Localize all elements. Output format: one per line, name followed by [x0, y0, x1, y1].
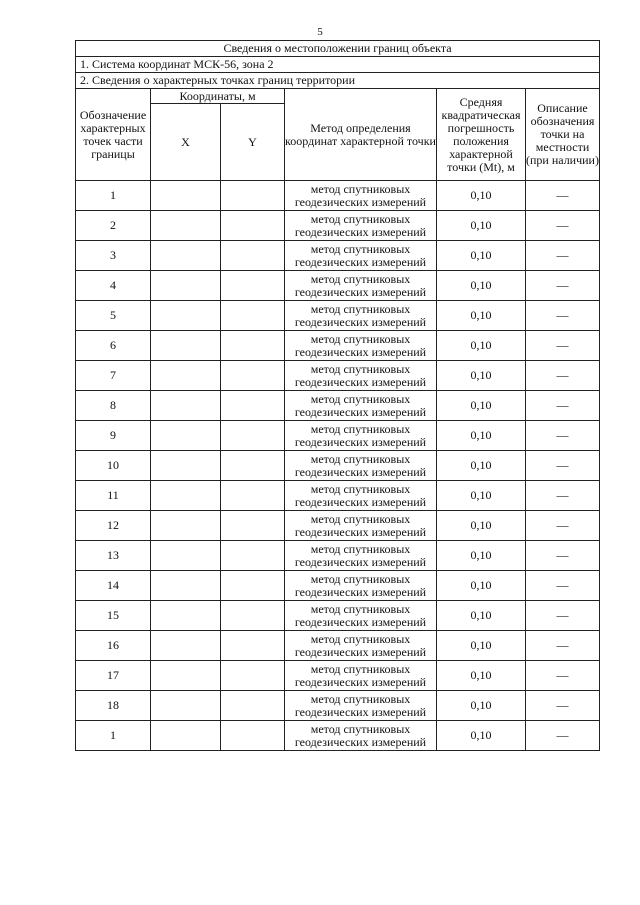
section-title: 2. Сведения о характерных точках границ территории — [76, 73, 600, 89]
y-coordinate-cell — [221, 211, 285, 241]
y-coordinate-cell — [221, 451, 285, 481]
x-coordinate-cell — [151, 211, 221, 241]
error-cell: 0,10 — [437, 301, 526, 331]
table-row — [76, 691, 600, 721]
x-coordinate-cell — [151, 481, 221, 511]
boundary-points-table — [75, 40, 600, 751]
table-row — [76, 511, 600, 541]
point-number-cell: 12 — [76, 511, 151, 541]
y-coordinate-cell — [221, 691, 285, 721]
description-cell: — — [526, 301, 600, 331]
method-cell: метод спутниковых геодезических измерений — [285, 241, 437, 271]
point-number-cell: 8 — [76, 391, 151, 421]
point-number-cell: 14 — [76, 571, 151, 601]
method-cell: метод спутниковых геодезических измерений — [285, 721, 437, 751]
point-number-cell: 16 — [76, 631, 151, 661]
error-cell: 0,10 — [437, 211, 526, 241]
table-row — [76, 391, 600, 421]
x-coordinate-cell — [151, 331, 221, 361]
y-coordinate-cell — [221, 571, 285, 601]
table-row — [76, 211, 600, 241]
error-cell: 0,10 — [437, 391, 526, 421]
table-row — [76, 631, 600, 661]
header-error: Средняя квадратическая погрешность положения характерной точки (Mt), м — [437, 89, 526, 181]
coordinate-system-row — [76, 57, 600, 73]
table-row — [76, 451, 600, 481]
y-coordinate-cell — [221, 541, 285, 571]
table-row — [76, 481, 600, 511]
description-cell: — — [526, 211, 600, 241]
description-cell: — — [526, 451, 600, 481]
method-cell: метод спутниковых геодезических измерений — [285, 391, 437, 421]
header-y: Y — [221, 104, 285, 181]
error-cell: 0,10 — [437, 181, 526, 211]
y-coordinate-cell — [221, 481, 285, 511]
y-coordinate-cell — [221, 421, 285, 451]
table-row — [76, 271, 600, 301]
method-cell: метод спутниковых геодезических измерений — [285, 211, 437, 241]
point-number-cell: 3 — [76, 241, 151, 271]
point-number-cell: 4 — [76, 271, 151, 301]
method-cell: метод спутниковых геодезических измерений — [285, 481, 437, 511]
point-number-cell: 2 — [76, 211, 151, 241]
table-row — [76, 331, 600, 361]
y-coordinate-cell — [221, 241, 285, 271]
y-coordinate-cell — [221, 511, 285, 541]
description-cell: — — [526, 571, 600, 601]
header-coordinates: Координаты, м — [151, 89, 285, 104]
method-cell: метод спутниковых геодезических измерений — [285, 271, 437, 301]
y-coordinate-cell — [221, 721, 285, 751]
error-cell: 0,10 — [437, 721, 526, 751]
error-cell: 0,10 — [437, 481, 526, 511]
y-coordinate-cell — [221, 331, 285, 361]
table-row — [76, 601, 600, 631]
y-coordinate-cell — [221, 661, 285, 691]
method-cell: метод спутниковых геодезических измерений — [285, 631, 437, 661]
header-method: Метод определения координат характерной точки — [285, 89, 437, 181]
description-cell: — — [526, 691, 600, 721]
y-coordinate-cell — [221, 271, 285, 301]
description-cell: — — [526, 361, 600, 391]
table-row — [76, 721, 600, 751]
description-cell: — — [526, 271, 600, 301]
point-number-cell: 18 — [76, 691, 151, 721]
method-cell: метод спутниковых геодезических измерений — [285, 361, 437, 391]
x-coordinate-cell — [151, 511, 221, 541]
error-cell: 0,10 — [437, 451, 526, 481]
description-cell: — — [526, 661, 600, 691]
point-number-cell: 13 — [76, 541, 151, 571]
method-cell: метод спутниковых геодезических измерений — [285, 331, 437, 361]
point-number-cell: 1 — [76, 181, 151, 211]
x-coordinate-cell — [151, 301, 221, 331]
x-coordinate-cell — [151, 541, 221, 571]
method-cell: метод спутниковых геодезических измерений — [285, 511, 437, 541]
x-coordinate-cell — [151, 181, 221, 211]
point-number-cell: 11 — [76, 481, 151, 511]
table-row — [76, 541, 600, 571]
section-title-row — [76, 73, 600, 89]
error-cell: 0,10 — [437, 361, 526, 391]
table-row — [76, 241, 600, 271]
x-coordinate-cell — [151, 391, 221, 421]
error-cell: 0,10 — [437, 601, 526, 631]
point-number-cell: 5 — [76, 301, 151, 331]
method-cell: метод спутниковых геодезических измерений — [285, 571, 437, 601]
table-title: Сведения о местоположении границ объекта — [76, 41, 600, 57]
x-coordinate-cell — [151, 271, 221, 301]
method-cell: метод спутниковых геодезических измерений — [285, 661, 437, 691]
description-cell: — — [526, 481, 600, 511]
error-cell: 0,10 — [437, 241, 526, 271]
error-cell: 0,10 — [437, 271, 526, 301]
y-coordinate-cell — [221, 361, 285, 391]
description-cell: — — [526, 241, 600, 271]
table-title-row — [76, 41, 600, 57]
method-cell: метод спутниковых геодезических измерений — [285, 541, 437, 571]
description-cell: — — [526, 541, 600, 571]
table-row — [76, 571, 600, 601]
error-cell: 0,10 — [437, 691, 526, 721]
point-number-cell: 7 — [76, 361, 151, 391]
point-number-cell: 6 — [76, 331, 151, 361]
x-coordinate-cell — [151, 241, 221, 271]
description-cell: — — [526, 331, 600, 361]
error-cell: 0,10 — [437, 421, 526, 451]
header-point: Обозначение характерных точек части границы — [76, 89, 151, 181]
point-number-cell: 9 — [76, 421, 151, 451]
table-row — [76, 661, 600, 691]
y-coordinate-cell — [221, 631, 285, 661]
header-description: Описание обозначения точки на местности (при наличии) — [526, 89, 600, 181]
method-cell: метод спутниковых геодезических измерений — [285, 451, 437, 481]
x-coordinate-cell — [151, 631, 221, 661]
header-x: X — [151, 104, 221, 181]
y-coordinate-cell — [221, 391, 285, 421]
page-number: 5 — [317, 26, 323, 38]
error-cell: 0,10 — [437, 541, 526, 571]
error-cell: 0,10 — [437, 571, 526, 601]
y-coordinate-cell — [221, 301, 285, 331]
table-row — [76, 181, 600, 211]
y-coordinate-cell — [221, 601, 285, 631]
error-cell: 0,10 — [437, 511, 526, 541]
header-row-1 — [76, 89, 600, 104]
point-number-cell: 10 — [76, 451, 151, 481]
x-coordinate-cell — [151, 721, 221, 751]
method-cell: метод спутниковых геодезических измерений — [285, 181, 437, 211]
method-cell: метод спутниковых геодезических измерений — [285, 301, 437, 331]
table-row — [76, 421, 600, 451]
coordinate-system: 1. Система координат МСК-56, зона 2 — [76, 57, 600, 73]
table-row — [76, 301, 600, 331]
error-cell: 0,10 — [437, 661, 526, 691]
error-cell: 0,10 — [437, 331, 526, 361]
x-coordinate-cell — [151, 661, 221, 691]
y-coordinate-cell — [221, 181, 285, 211]
x-coordinate-cell — [151, 451, 221, 481]
description-cell: — — [526, 421, 600, 451]
description-cell: — — [526, 721, 600, 751]
method-cell: метод спутниковых геодезических измерений — [285, 601, 437, 631]
point-number-cell: 17 — [76, 661, 151, 691]
description-cell: — — [526, 511, 600, 541]
x-coordinate-cell — [151, 421, 221, 451]
description-cell: — — [526, 391, 600, 421]
error-cell: 0,10 — [437, 631, 526, 661]
description-cell: — — [526, 181, 600, 211]
method-cell: метод спутниковых геодезических измерений — [285, 691, 437, 721]
description-cell: — — [526, 631, 600, 661]
description-cell: — — [526, 601, 600, 631]
point-number-cell: 1 — [76, 721, 151, 751]
x-coordinate-cell — [151, 691, 221, 721]
point-number-cell: 15 — [76, 601, 151, 631]
x-coordinate-cell — [151, 571, 221, 601]
method-cell: метод спутниковых геодезических измерений — [285, 421, 437, 451]
table-row — [76, 361, 600, 391]
x-coordinate-cell — [151, 361, 221, 391]
x-coordinate-cell — [151, 601, 221, 631]
